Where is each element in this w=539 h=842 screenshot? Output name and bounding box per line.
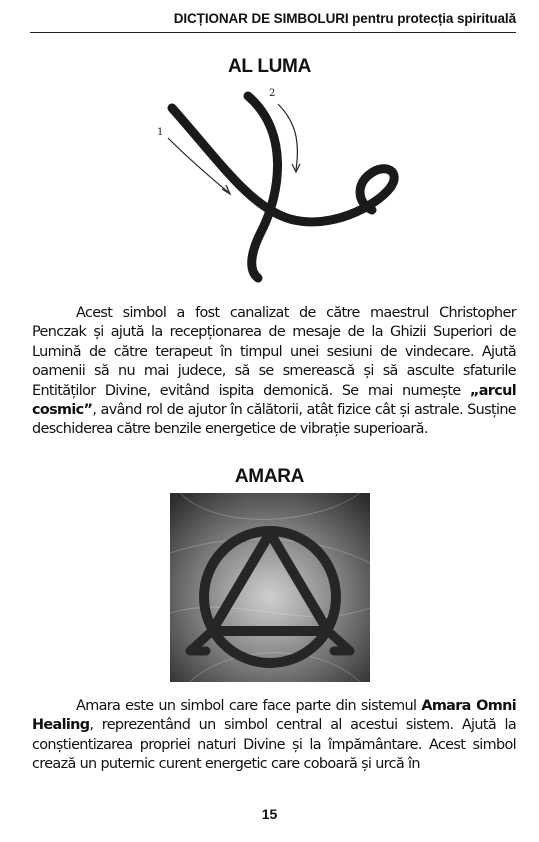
al-luma-description xyxy=(32,304,516,440)
al-luma-text-b: , având rol de ajutor în călătorii, atât fizice cât și astrale. Susține deschiderea către benzile energetice de vibrație superioară. xyxy=(32,402,516,438)
al-luma-text-bold: „arcul cosmic” xyxy=(32,382,516,419)
al-luma-symbol xyxy=(140,82,410,302)
stroke-label-2: 2 xyxy=(269,88,276,99)
amara-symbol-image xyxy=(170,493,370,682)
amara-text-bold: Amara Omni Healing xyxy=(32,698,516,734)
amara-text-b: , reprezentând un simbol central al acestui sistem. Ajută la conștientizarea propriei naturi Divine și la împământare. Acest simbol crează un puternic curent energetic care coboară și urcă în xyxy=(32,717,516,773)
stroke-2-curve xyxy=(248,96,278,278)
section-title-al-luma: AL LUMA xyxy=(227,56,312,77)
running-header xyxy=(30,8,516,33)
stroke-1-curve xyxy=(172,108,394,222)
al-luma-text-a: Acest simbol a fost canalizat de către maestrul Christopher Penczak și ajută la recepționarea de mesaje de la Ghizii Superiori de Lumină de către terapeut în timpul unei sesiuni de vindecare. Ajută oamenii să nu mai judece, să se smerească și să asculte sfaturile Entităților Divine, evitând ispita demonică. Se mai numește xyxy=(32,305,516,399)
header-title: DICȚIONAR DE SIMBOLURI pentru protecția spirituală xyxy=(173,11,516,26)
amara-description xyxy=(32,697,516,775)
stroke-label-1: 1 xyxy=(157,127,164,138)
arrow-1-head xyxy=(222,185,230,194)
amara-text-a: Amara este un simbol care face parte din sistemul xyxy=(76,698,422,714)
section-title-amara: AMARA xyxy=(234,466,305,487)
page-number: 15 xyxy=(261,806,278,822)
